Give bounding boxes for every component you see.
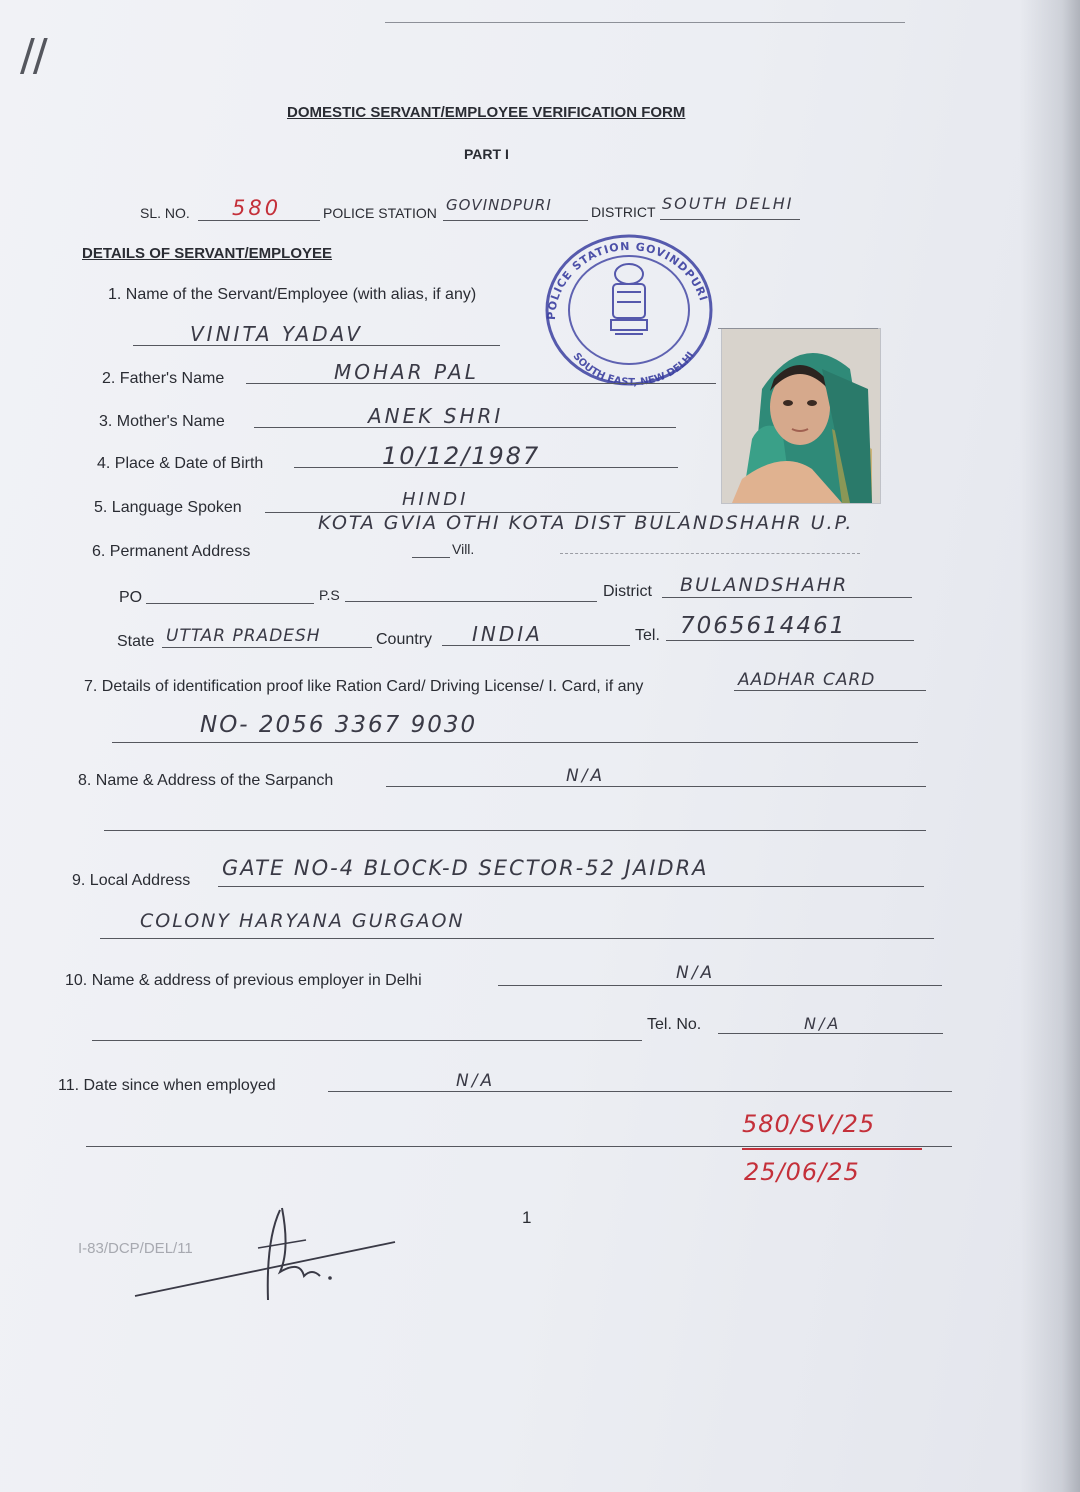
q11-line-2 [86,1146,952,1147]
q8-value: N/A [566,766,606,786]
ps-label: P.S [319,587,340,603]
page-edge-shadow [1020,0,1080,1492]
district-value: SOUTH DELHI [662,194,794,213]
q10-value: N/A [676,963,716,983]
q4-label: 4. Place & Date of Birth [97,455,264,472]
sl-no-value: 580 [232,196,282,220]
q7-value-1: AADHAR CARD [738,670,876,690]
q1-label: 1. Name of the Servant/Employee (with alias, if any) [108,286,477,303]
district-field-label: District [603,583,652,600]
state-label: State [117,633,155,650]
q2-value: MOHAR PAL [334,360,479,384]
district-line [660,219,800,220]
tel-line [666,640,914,641]
country-value: INDIA [472,622,543,646]
tel-value: 7065614461 [680,613,847,639]
stamp-graphic [533,228,723,388]
police-stamp [533,228,723,388]
police-station-value: GOVINDPURI [446,196,552,214]
q9-line-1 [218,886,924,887]
address-dashed-line [560,553,860,554]
district-field-line [662,597,912,598]
po-label: PO [119,589,143,606]
form-title: DOMESTIC SERVANT/EMPLOYEE VERIFICATION FORM [287,104,686,121]
q9-label: 9. Local Address [72,872,191,889]
q3-label: 3. Mother's Name [99,413,225,430]
corner-mark: // [20,30,46,81]
q10-tel-line [718,1033,943,1034]
state-value: UTTAR PRADESH [166,626,321,646]
q7-value-2: NO- 2056 3367 9030 [200,712,478,738]
photo-top-line [718,328,878,329]
q8-line-2 [104,830,926,831]
district-label: DISTRICT [591,204,656,220]
sl-no-line [198,220,320,221]
q7-line-1 [734,690,926,691]
police-station-label: POLICE STATION [323,205,437,221]
q10-tel-value: N/A [804,1014,842,1033]
q10-label: 10. Name & address of previous employer in Delhi [65,972,422,989]
employee-photo [721,328,881,504]
signature-graphic [130,1200,410,1310]
q2-label: 2. Father's Name [102,370,225,387]
form-part: PART I [464,146,509,162]
po-line [146,603,314,604]
q10-line-2 [92,1040,642,1041]
page-number: 1 [522,1208,532,1227]
photo-image [722,329,880,503]
q9-line-2 [100,938,934,939]
section-heading: DETAILS OF SERVANT/EMPLOYEE [82,245,333,262]
district-field-value: BULANDSHAHR [680,574,849,596]
country-label: Country [376,631,433,648]
q7-line-2 [112,742,918,743]
q9-value-1: GATE NO-4 BLOCK-D SECTOR-52 JAIDRA [222,856,709,880]
q1-value: VINITA YADAV [190,322,363,346]
q3-value: ANEK SHRI [368,404,504,428]
red-note-line1: 580/SV/25 [742,1110,876,1138]
q7-label: 7. Details of identification proof like Ration Card/ Driving License/ I. Card, if any [84,678,644,695]
q10-line-1 [498,985,942,986]
top-rule [385,22,905,23]
q10-tel-label: Tel. No. [647,1016,702,1033]
q11-line-1 [328,1091,952,1092]
stamp-top-text: POLICE STATION GOVINDPURI [544,239,711,321]
q5-value: HINDI [402,489,469,510]
q5-label: 5. Language Spoken [94,499,242,516]
q8-label: 8. Name & Address of the Sarpanch [78,772,334,789]
tel-label: Tel. [635,627,660,644]
footer-code: I-83/DCP/DEL/11 [78,1240,193,1257]
q11-label: 11. Date since when employed [58,1077,276,1094]
vill-label: Vill. [452,541,475,557]
sl-no-label: SL. NO. [140,205,190,221]
q2-line [246,383,716,384]
q9-value-2: COLONY HARYANA GURGAON [140,910,465,932]
police-station-line [443,220,588,221]
stamp-bottom-text: SOUTH EAST, NEW DELHI [570,350,697,388]
red-note-divider [742,1148,922,1150]
q8-line-1 [386,786,926,787]
vill-line [412,557,450,558]
red-note-line2: 25/06/25 [744,1158,860,1186]
emblem-icon [611,264,647,334]
q6-value: KOTA GVIA OTHI KOTA DIST BULANDSHAHR U.P. [318,512,854,534]
q6-label: 6. Permanent Address [92,543,251,560]
ps-line [345,601,597,602]
q11-value: N/A [456,1071,496,1091]
state-line [162,647,372,648]
q4-value: 10/12/1987 [382,442,541,470]
